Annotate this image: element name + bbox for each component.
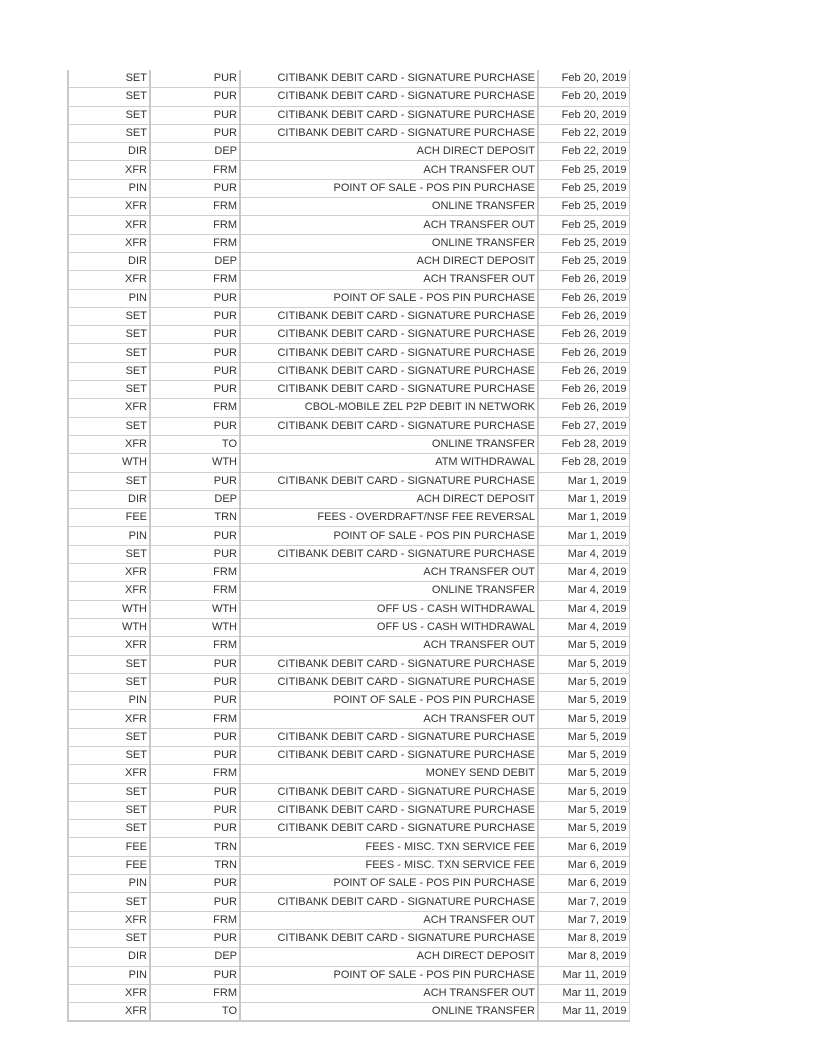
transaction-description-cell: ONLINE TRANSFER xyxy=(240,234,538,252)
transaction-description-cell: CITIBANK DEBIT CARD - SIGNATURE PURCHASE xyxy=(240,88,538,106)
table-row xyxy=(68,70,629,88)
transaction-date-cell: Mar 1, 2019 xyxy=(538,472,629,490)
transaction-description-cell: CITIBANK DEBIT CARD - SIGNATURE PURCHASE xyxy=(240,545,538,563)
transaction-description-cell: POINT OF SALE - POS PIN PURCHASE xyxy=(240,966,538,984)
transaction-date-cell: Feb 25, 2019 xyxy=(538,252,629,270)
transaction-description-cell: ACH TRANSFER OUT xyxy=(240,216,538,234)
transaction-type-cell: PIN xyxy=(68,179,150,197)
transaction-description-cell: CITIBANK DEBIT CARD - SIGNATURE PURCHASE xyxy=(240,673,538,691)
transaction-date-cell: Mar 5, 2019 xyxy=(538,820,629,838)
transaction-description-cell: POINT OF SALE - POS PIN PURCHASE xyxy=(240,692,538,710)
transaction-date-cell: Feb 22, 2019 xyxy=(538,124,629,142)
table-row xyxy=(68,143,629,161)
transaction-date-cell: Mar 5, 2019 xyxy=(538,673,629,691)
transaction-description-cell: FEES - MISC. TXN SERVICE FEE xyxy=(240,856,538,874)
transaction-code-cell: TRN xyxy=(150,509,240,527)
transaction-description-cell: ATM WITHDRAWAL xyxy=(240,454,538,472)
table-row xyxy=(68,929,629,947)
transaction-description-cell: CITIBANK DEBIT CARD - SIGNATURE PURCHASE xyxy=(240,746,538,764)
transaction-description-cell: ACH DIRECT DEPOSIT xyxy=(240,948,538,966)
transaction-code-cell: FRM xyxy=(150,271,240,289)
transaction-date-cell: Feb 20, 2019 xyxy=(538,88,629,106)
transaction-type-cell: XFR xyxy=(68,1003,150,1022)
transaction-type-cell: FEE xyxy=(68,856,150,874)
transaction-code-cell: FRM xyxy=(150,637,240,655)
table-row xyxy=(68,1003,629,1022)
table-row xyxy=(68,289,629,307)
transaction-description-cell: ACH TRANSFER OUT xyxy=(240,710,538,728)
transaction-code-cell: DEP xyxy=(150,490,240,508)
transaction-code-cell: FRM xyxy=(150,399,240,417)
transaction-date-cell: Mar 5, 2019 xyxy=(538,692,629,710)
transaction-description-cell: CITIBANK DEBIT CARD - SIGNATURE PURCHASE xyxy=(240,106,538,124)
transaction-code-cell: FRM xyxy=(150,216,240,234)
transaction-date-cell: Mar 11, 2019 xyxy=(538,984,629,1002)
transaction-type-cell: DIR xyxy=(68,143,150,161)
transaction-code-cell: PUR xyxy=(150,655,240,673)
table-row xyxy=(68,966,629,984)
transaction-date-cell: Mar 5, 2019 xyxy=(538,783,629,801)
table-row xyxy=(68,509,629,527)
transaction-type-cell: XFR xyxy=(68,271,150,289)
table-row xyxy=(68,765,629,783)
transaction-type-cell: SET xyxy=(68,783,150,801)
transaction-code-cell: FRM xyxy=(150,911,240,929)
table-row xyxy=(68,692,629,710)
transaction-description-cell: FEES - MISC. TXN SERVICE FEE xyxy=(240,838,538,856)
transaction-description-cell: CITIBANK DEBIT CARD - SIGNATURE PURCHASE xyxy=(240,307,538,325)
transaction-code-cell: PUR xyxy=(150,88,240,106)
transaction-type-cell: SET xyxy=(68,106,150,124)
transaction-type-cell: WTH xyxy=(68,618,150,636)
transaction-code-cell: PUR xyxy=(150,289,240,307)
transaction-description-cell: ACH TRANSFER OUT xyxy=(240,271,538,289)
transaction-code-cell: PUR xyxy=(150,820,240,838)
table-row xyxy=(68,124,629,142)
table-row xyxy=(68,746,629,764)
transaction-date-cell: Mar 6, 2019 xyxy=(538,875,629,893)
transaction-date-cell: Feb 26, 2019 xyxy=(538,381,629,399)
transaction-date-cell: Feb 26, 2019 xyxy=(538,289,629,307)
transaction-description-cell: POINT OF SALE - POS PIN PURCHASE xyxy=(240,875,538,893)
transaction-code-cell: FRM xyxy=(150,710,240,728)
transaction-code-cell: PUR xyxy=(150,362,240,380)
transaction-description-cell: ACH DIRECT DEPOSIT xyxy=(240,252,538,270)
transaction-date-cell: Mar 6, 2019 xyxy=(538,838,629,856)
transaction-type-cell: XFR xyxy=(68,161,150,179)
transaction-description-cell: ONLINE TRANSFER xyxy=(240,582,538,600)
transaction-code-cell: FRM xyxy=(150,564,240,582)
transaction-code-cell: PUR xyxy=(150,381,240,399)
transaction-type-cell: SET xyxy=(68,545,150,563)
transaction-description-cell: ACH TRANSFER OUT xyxy=(240,564,538,582)
transaction-type-cell: SET xyxy=(68,929,150,947)
transaction-description-cell: CITIBANK DEBIT CARD - SIGNATURE PURCHASE xyxy=(240,381,538,399)
transaction-type-cell: SET xyxy=(68,417,150,435)
transaction-code-cell: PUR xyxy=(150,746,240,764)
transaction-code-cell: PUR xyxy=(150,124,240,142)
transaction-code-cell: TO xyxy=(150,435,240,453)
transaction-date-cell: Feb 25, 2019 xyxy=(538,234,629,252)
table-row xyxy=(68,948,629,966)
table-row xyxy=(68,106,629,124)
transaction-code-cell: PUR xyxy=(150,728,240,746)
table-row xyxy=(68,838,629,856)
transaction-date-cell: Feb 28, 2019 xyxy=(538,454,629,472)
transaction-type-cell: DIR xyxy=(68,490,150,508)
transaction-code-cell: PUR xyxy=(150,692,240,710)
table-row xyxy=(68,564,629,582)
transaction-type-cell: XFR xyxy=(68,984,150,1002)
transaction-code-cell: FRM xyxy=(150,161,240,179)
table-row xyxy=(68,582,629,600)
transaction-date-cell: Feb 25, 2019 xyxy=(538,161,629,179)
transaction-date-cell: Feb 26, 2019 xyxy=(538,326,629,344)
transaction-code-cell: PUR xyxy=(150,527,240,545)
table-row xyxy=(68,893,629,911)
transaction-type-cell: FEE xyxy=(68,509,150,527)
transaction-description-cell: CITIBANK DEBIT CARD - SIGNATURE PURCHASE xyxy=(240,344,538,362)
transaction-type-cell: SET xyxy=(68,746,150,764)
table-row xyxy=(68,875,629,893)
transaction-code-cell: PUR xyxy=(150,326,240,344)
table-row xyxy=(68,801,629,819)
transaction-date-cell: Feb 27, 2019 xyxy=(538,417,629,435)
transaction-type-cell: XFR xyxy=(68,765,150,783)
transaction-code-cell: TO xyxy=(150,1003,240,1022)
transaction-date-cell: Mar 5, 2019 xyxy=(538,710,629,728)
transaction-description-cell: OFF US - CASH WITHDRAWAL xyxy=(240,600,538,618)
transaction-date-cell: Mar 11, 2019 xyxy=(538,966,629,984)
transaction-code-cell: PUR xyxy=(150,929,240,947)
transaction-code-cell: WTH xyxy=(150,600,240,618)
transaction-code-cell: PUR xyxy=(150,875,240,893)
transaction-code-cell: PUR xyxy=(150,307,240,325)
table-row xyxy=(68,984,629,1002)
transaction-type-cell: SET xyxy=(68,88,150,106)
transaction-description-cell: CITIBANK DEBIT CARD - SIGNATURE PURCHASE xyxy=(240,893,538,911)
transaction-type-cell: XFR xyxy=(68,710,150,728)
transaction-date-cell: Mar 5, 2019 xyxy=(538,637,629,655)
transaction-code-cell: FRM xyxy=(150,984,240,1002)
transaction-code-cell: PUR xyxy=(150,179,240,197)
transaction-description-cell: POINT OF SALE - POS PIN PURCHASE xyxy=(240,289,538,307)
transaction-description-cell: FEES - OVERDRAFT/NSF FEE REVERSAL xyxy=(240,509,538,527)
transaction-date-cell: Feb 25, 2019 xyxy=(538,179,629,197)
transaction-type-cell: XFR xyxy=(68,637,150,655)
transaction-date-cell: Feb 25, 2019 xyxy=(538,216,629,234)
transaction-description-cell: ACH TRANSFER OUT xyxy=(240,984,538,1002)
table-row xyxy=(68,362,629,380)
transaction-date-cell: Mar 5, 2019 xyxy=(538,765,629,783)
transaction-code-cell: PUR xyxy=(150,801,240,819)
transaction-date-cell: Feb 26, 2019 xyxy=(538,307,629,325)
transaction-date-cell: Feb 22, 2019 xyxy=(538,143,629,161)
table-row xyxy=(68,728,629,746)
transaction-description-cell: CITIBANK DEBIT CARD - SIGNATURE PURCHASE xyxy=(240,820,538,838)
transaction-date-cell: Mar 4, 2019 xyxy=(538,600,629,618)
table-row xyxy=(68,252,629,270)
transaction-date-cell: Feb 26, 2019 xyxy=(538,399,629,417)
transaction-code-cell: WTH xyxy=(150,618,240,636)
table-row xyxy=(68,326,629,344)
transaction-description-cell: CITIBANK DEBIT CARD - SIGNATURE PURCHASE xyxy=(240,124,538,142)
transaction-table xyxy=(67,70,630,1022)
transaction-code-cell: PUR xyxy=(150,966,240,984)
table-row xyxy=(68,435,629,453)
transaction-date-cell: Mar 4, 2019 xyxy=(538,582,629,600)
table-row xyxy=(68,271,629,289)
transaction-type-cell: SET xyxy=(68,893,150,911)
transaction-date-cell: Feb 20, 2019 xyxy=(538,70,629,88)
transaction-code-cell: PUR xyxy=(150,106,240,124)
transaction-type-cell: WTH xyxy=(68,454,150,472)
transaction-code-cell: PUR xyxy=(150,783,240,801)
transaction-description-cell: MONEY SEND DEBIT xyxy=(240,765,538,783)
table-row xyxy=(68,490,629,508)
transaction-code-cell: PUR xyxy=(150,417,240,435)
transaction-code-cell: FRM xyxy=(150,234,240,252)
transaction-date-cell: Feb 25, 2019 xyxy=(538,198,629,216)
transaction-type-cell: SET xyxy=(68,820,150,838)
transaction-description-cell: CITIBANK DEBIT CARD - SIGNATURE PURCHASE xyxy=(240,783,538,801)
transaction-date-cell: Feb 20, 2019 xyxy=(538,106,629,124)
transaction-type-cell: XFR xyxy=(68,582,150,600)
transaction-date-cell: Mar 5, 2019 xyxy=(538,801,629,819)
table-row xyxy=(68,88,629,106)
transaction-description-cell: CITIBANK DEBIT CARD - SIGNATURE PURCHASE xyxy=(240,417,538,435)
transaction-code-cell: TRN xyxy=(150,838,240,856)
transaction-description-cell: CITIBANK DEBIT CARD - SIGNATURE PURCHASE xyxy=(240,70,538,88)
table-row xyxy=(68,198,629,216)
transaction-description-cell: OFF US - CASH WITHDRAWAL xyxy=(240,618,538,636)
transaction-type-cell: SET xyxy=(68,472,150,490)
transaction-description-cell: CBOL-MOBILE ZEL P2P DEBIT IN NETWORK xyxy=(240,399,538,417)
transaction-code-cell: DEP xyxy=(150,948,240,966)
transaction-date-cell: Feb 26, 2019 xyxy=(538,344,629,362)
transaction-description-cell: CITIBANK DEBIT CARD - SIGNATURE PURCHASE xyxy=(240,929,538,947)
transaction-date-cell: Feb 26, 2019 xyxy=(538,271,629,289)
transaction-code-cell: DEP xyxy=(150,252,240,270)
table-row xyxy=(68,161,629,179)
transaction-description-cell: CITIBANK DEBIT CARD - SIGNATURE PURCHASE xyxy=(240,362,538,380)
transaction-date-cell: Mar 7, 2019 xyxy=(538,911,629,929)
table-row xyxy=(68,454,629,472)
transaction-type-cell: XFR xyxy=(68,399,150,417)
transaction-type-cell: PIN xyxy=(68,527,150,545)
transaction-date-cell: Mar 6, 2019 xyxy=(538,856,629,874)
table-row xyxy=(68,527,629,545)
transaction-description-cell: CITIBANK DEBIT CARD - SIGNATURE PURCHASE xyxy=(240,728,538,746)
table-row xyxy=(68,911,629,929)
transaction-date-cell: Mar 7, 2019 xyxy=(538,893,629,911)
transaction-date-cell: Mar 8, 2019 xyxy=(538,929,629,947)
transaction-code-cell: PUR xyxy=(150,673,240,691)
table-row xyxy=(68,783,629,801)
transaction-type-cell: XFR xyxy=(68,216,150,234)
transaction-description-cell: ONLINE TRANSFER xyxy=(240,435,538,453)
transaction-description-cell: CITIBANK DEBIT CARD - SIGNATURE PURCHASE xyxy=(240,801,538,819)
table-row xyxy=(68,307,629,325)
transaction-code-cell: DEP xyxy=(150,143,240,161)
transaction-date-cell: Mar 4, 2019 xyxy=(538,618,629,636)
transaction-description-cell: ACH TRANSFER OUT xyxy=(240,161,538,179)
transaction-code-cell: WTH xyxy=(150,454,240,472)
transaction-code-cell: PUR xyxy=(150,472,240,490)
transaction-description-cell: ONLINE TRANSFER xyxy=(240,1003,538,1022)
table-row xyxy=(68,545,629,563)
transaction-description-cell: CITIBANK DEBIT CARD - SIGNATURE PURCHASE xyxy=(240,326,538,344)
transaction-type-cell: SET xyxy=(68,801,150,819)
transaction-type-cell: PIN xyxy=(68,966,150,984)
transaction-type-cell: WTH xyxy=(68,600,150,618)
transaction-type-cell: FEE xyxy=(68,838,150,856)
transaction-code-cell: FRM xyxy=(150,582,240,600)
transaction-type-cell: XFR xyxy=(68,564,150,582)
table-row xyxy=(68,381,629,399)
transaction-type-cell: PIN xyxy=(68,289,150,307)
transaction-date-cell: Mar 1, 2019 xyxy=(538,509,629,527)
transaction-description-cell: POINT OF SALE - POS PIN PURCHASE xyxy=(240,527,538,545)
table-row xyxy=(68,655,629,673)
table-row xyxy=(68,234,629,252)
transaction-type-cell: PIN xyxy=(68,692,150,710)
transaction-type-cell: XFR xyxy=(68,234,150,252)
transaction-type-cell: SET xyxy=(68,655,150,673)
transaction-date-cell: Mar 1, 2019 xyxy=(538,527,629,545)
transaction-code-cell: FRM xyxy=(150,765,240,783)
table-row xyxy=(68,637,629,655)
transaction-type-cell: XFR xyxy=(68,435,150,453)
transaction-type-cell: PIN xyxy=(68,875,150,893)
transaction-date-cell: Mar 4, 2019 xyxy=(538,564,629,582)
transaction-date-cell: Mar 11, 2019 xyxy=(538,1003,629,1022)
transaction-description-cell: ACH DIRECT DEPOSIT xyxy=(240,490,538,508)
transaction-date-cell: Mar 1, 2019 xyxy=(538,490,629,508)
transaction-description-cell: CITIBANK DEBIT CARD - SIGNATURE PURCHASE xyxy=(240,472,538,490)
transaction-date-cell: Mar 8, 2019 xyxy=(538,948,629,966)
transaction-description-cell: ACH TRANSFER OUT xyxy=(240,911,538,929)
table-row xyxy=(68,179,629,197)
transaction-date-cell: Mar 5, 2019 xyxy=(538,728,629,746)
transaction-date-cell: Mar 4, 2019 xyxy=(538,545,629,563)
transaction-description-cell: CITIBANK DEBIT CARD - SIGNATURE PURCHASE xyxy=(240,655,538,673)
transaction-type-cell: SET xyxy=(68,344,150,362)
table-row xyxy=(68,600,629,618)
transaction-date-cell: Mar 5, 2019 xyxy=(538,746,629,764)
table-row xyxy=(68,673,629,691)
table-row xyxy=(68,417,629,435)
table-row xyxy=(68,472,629,490)
table-row xyxy=(68,856,629,874)
table-row xyxy=(68,399,629,417)
transaction-type-cell: XFR xyxy=(68,911,150,929)
transaction-description-cell: POINT OF SALE - POS PIN PURCHASE xyxy=(240,179,538,197)
transaction-date-cell: Mar 5, 2019 xyxy=(538,655,629,673)
transaction-type-cell: SET xyxy=(68,362,150,380)
transaction-type-cell: SET xyxy=(68,728,150,746)
table-row xyxy=(68,710,629,728)
transaction-code-cell: PUR xyxy=(150,70,240,88)
transaction-type-cell: SET xyxy=(68,307,150,325)
table-row xyxy=(68,820,629,838)
transaction-type-cell: SET xyxy=(68,124,150,142)
transaction-description-cell: ACH DIRECT DEPOSIT xyxy=(240,143,538,161)
transaction-description-cell: ACH TRANSFER OUT xyxy=(240,637,538,655)
transaction-date-cell: Feb 28, 2019 xyxy=(538,435,629,453)
transaction-type-cell: DIR xyxy=(68,252,150,270)
transaction-table-body xyxy=(68,70,629,1021)
transaction-code-cell: PUR xyxy=(150,893,240,911)
transaction-date-cell: Feb 26, 2019 xyxy=(538,362,629,380)
transaction-type-cell: DIR xyxy=(68,948,150,966)
transaction-type-cell: SET xyxy=(68,381,150,399)
transaction-description-cell: ONLINE TRANSFER xyxy=(240,198,538,216)
transaction-type-cell: XFR xyxy=(68,198,150,216)
transaction-code-cell: PUR xyxy=(150,545,240,563)
transaction-type-cell: SET xyxy=(68,326,150,344)
table-row xyxy=(68,216,629,234)
transaction-code-cell: FRM xyxy=(150,198,240,216)
table-row xyxy=(68,618,629,636)
transaction-type-cell: SET xyxy=(68,673,150,691)
transaction-code-cell: TRN xyxy=(150,856,240,874)
transaction-type-cell: SET xyxy=(68,70,150,88)
table-row xyxy=(68,344,629,362)
transaction-code-cell: PUR xyxy=(150,344,240,362)
